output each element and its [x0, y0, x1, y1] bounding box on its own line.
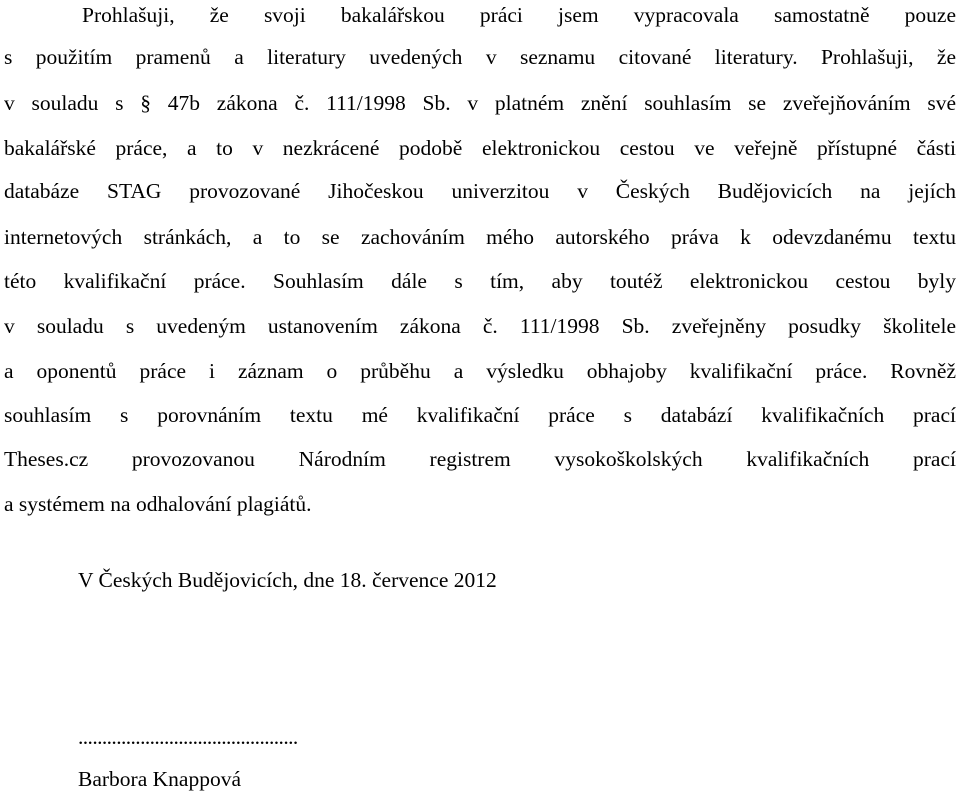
paragraph-line-7: této kvalifikační práce. Souhlasím dále s tím, aby toutéž elektronickou cestou byly [4, 269, 956, 293]
paragraph-line-3: v souladu s § 47b zákona č. 111/1998 Sb. v platném znění souhlasím se zveřejňováním své [4, 91, 956, 115]
author-name: Barbora Knappová [78, 767, 241, 791]
paragraph-line-10: souhlasím s porovnáním textu mé kvalifikační práce s databází kvalifikačních prací [4, 403, 956, 427]
paragraph-line-2: s použitím pramenů a literatury uvedených v seznamu citované literatury. Prohlašuji, že [4, 45, 956, 69]
place-and-date: V Českých Budějovicích, dne 18. července 2012 [78, 568, 497, 592]
paragraph-line-8: v souladu s uvedeným ustanovením zákona č. 111/1998 Sb. zveřejněny posudky školitele [4, 314, 956, 338]
signature-line: .............................................. [78, 725, 298, 749]
paragraph-line-4: bakalářské práce, a to v nezkrácené podobě elektronickou cestou ve veřejně přístupné části [4, 136, 956, 160]
paragraph-line-12: a systémem na odhalování plagiátů. [4, 492, 312, 516]
paragraph-line-6: internetových stránkách, a to se zachováním mého autorského práva k odevzdanému textu [4, 225, 956, 249]
paragraph-line-9: a oponentů práce i záznam o průběhu a výsledku obhajoby kvalifikační práce. Rovněž [4, 359, 956, 383]
paragraph-line-5: databáze STAG provozované Jihočeskou univerzitou v Českých Budějovicích na jejích [4, 179, 956, 203]
paragraph-line-11: Theses.cz provozovanou Národním registrem vysokoškolských kvalifikačních prací [4, 447, 956, 471]
paragraph-line-1: Prohlašuji, že svoji bakalářskou práci jsem vypracovala samostatně pouze [82, 3, 956, 27]
